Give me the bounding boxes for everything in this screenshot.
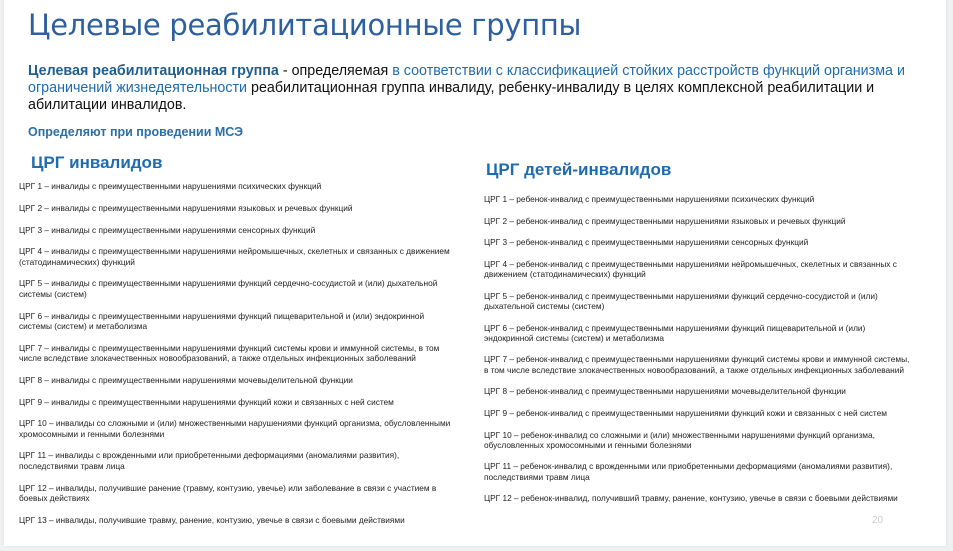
list-item: ЦРГ 8 – инвалиды с преимущественными нарушениями мочевыделительной функции <box>19 374 353 385</box>
list-item: ЦРГ 8 – ребенок-инвалид с преимущественными нарушениями мочевыделительной функции <box>484 386 846 397</box>
definition-paragraph <box>28 63 928 114</box>
list-item: ЦРГ 4 – инвалиды с преимущественными нарушениями нейромышечных, скелетных и связанных с движением (статодинамических) функций <box>19 246 450 267</box>
list-item: ЦРГ 11 – ребенок-инвалид с врожденными или приобретенными деформациями (аномалиями развития), последствиями травм лица <box>484 461 893 482</box>
slide <box>4 0 946 546</box>
list-item: ЦРГ 1 – ребенок-инвалид с преимущественными нарушениями психических функций <box>484 194 815 204</box>
definition-highlight: в соответствии с классификацией стойких расстройств функций организма и ограничений жизнедеятельности <box>28 63 905 96</box>
list-item: ЦРГ 12 – инвалиды, получившие ранение (травму, контузию, увечье) или заболевание в связи с участием в боевых действиях <box>19 482 437 503</box>
list-item: ЦРГ 9 – инвалиды с преимущественными нарушениями функций кожи и связанных с ней систем <box>19 396 394 407</box>
right-column-heading: ЦРГ детей-инвалидов <box>486 160 672 179</box>
list-item: ЦРГ 5 – инвалиды с преимущественными нарушениями функций сердечно-сосудистой и (или) дыхательной системы (систем) <box>19 278 438 299</box>
list-item: ЦРГ 3 – инвалиды с преимущественными нарушениями сенсорных функций <box>19 224 316 235</box>
page-number: 20 <box>872 515 884 526</box>
list-item: ЦРГ 10 – инвалиды со сложными и (или) множественными нарушениями функций организма, обусловленными хромосомными и генными болезнями <box>19 418 451 439</box>
list-item: ЦРГ 3 – ребенок-инвалид с преимущественными нарушениями сенсорных функций <box>484 237 809 248</box>
list-item: ЦРГ 13 – инвалиды, получившие травму, ранение, контузию, увечье в связи с боевыми действиями <box>19 514 405 525</box>
left-group-list <box>19 181 459 536</box>
list-item: ЦРГ 12 – ребенок-инвалид, получивший травму, ранение, контузию, увечье в связи с боевыми действиями <box>484 493 898 504</box>
list-item: ЦРГ 1 – инвалиды с преимущественными нарушениями психических функций <box>19 181 322 191</box>
list-item: ЦРГ 11 – инвалиды с врожденными или приобретенными деформациями (аномалиями развития), последствиями травм лица <box>19 450 400 471</box>
right-group-list <box>484 194 914 515</box>
list-item: ЦРГ 6 – ребенок-инвалид с преимущественными нарушениями функций пищеварительной и (или) эндокринной системы (систем) и метаболизма <box>484 322 866 343</box>
list-item: ЦРГ 6 – инвалиды с преимущественными нарушениями функций пищеварительной и (или) эндокринной системы (систем) и метаболизма <box>19 310 425 331</box>
list-item: ЦРГ 2 – инвалиды с преимущественными нарушениями языковых и речевых функций <box>19 202 353 213</box>
list-item: ЦРГ 5 – ребенок-инвалид с преимущественными нарушениями функций сердечно-сосудистой и (или) дыхательной системы (систем) <box>484 290 878 311</box>
msе-subheading: Определяют при проведении МСЭ <box>28 125 244 139</box>
list-item: ЦРГ 10 – ребенок-инвалид со сложными и (или) множественными нарушениями функций организма, обусловленных хромосомными и генными болезнями <box>484 429 875 450</box>
list-item: ЦРГ 2 – ребенок-инвалид с преимущественными нарушениями языковых и речевых функций <box>484 215 846 226</box>
definition-term: Целевая реабилитационная группа <box>28 63 279 79</box>
list-item: ЦРГ 7 – ребенок-инвалид с преимущественными нарушениями функций системы крови и иммунной системы, в том числе вследствие злокачественных новообразований, а также отдельных инфекционных заболеваний <box>484 354 910 375</box>
list-item: ЦРГ 4 – ребенок-инвалид с преимущественными нарушениями нейромышечных, скелетных и связанных с движением (статодинамических) функций <box>484 258 897 280</box>
list-item: ЦРГ 7 – инвалиды с преимущественными нарушениями функций системы крови и иммунной системы, в том числе вследствие злокачественных новообразований, а также отдельных инфекционных заболеваний <box>19 342 440 363</box>
left-column-heading: ЦРГ инвалидов <box>31 153 163 172</box>
list-item: ЦРГ 9 – ребенок-инвалид с преимущественными нарушениями функций кожи и связанных с ней систем <box>484 407 887 418</box>
slide-title: Целевые реабилитационные группы <box>28 8 582 42</box>
definition-text-1: - определяемая <box>278 63 393 79</box>
definition-text-2: реабилитационная группа инвалиду, ребенку-инвалиду в целях комплексной реабилитации и абилитации инвалидов. <box>28 80 875 113</box>
